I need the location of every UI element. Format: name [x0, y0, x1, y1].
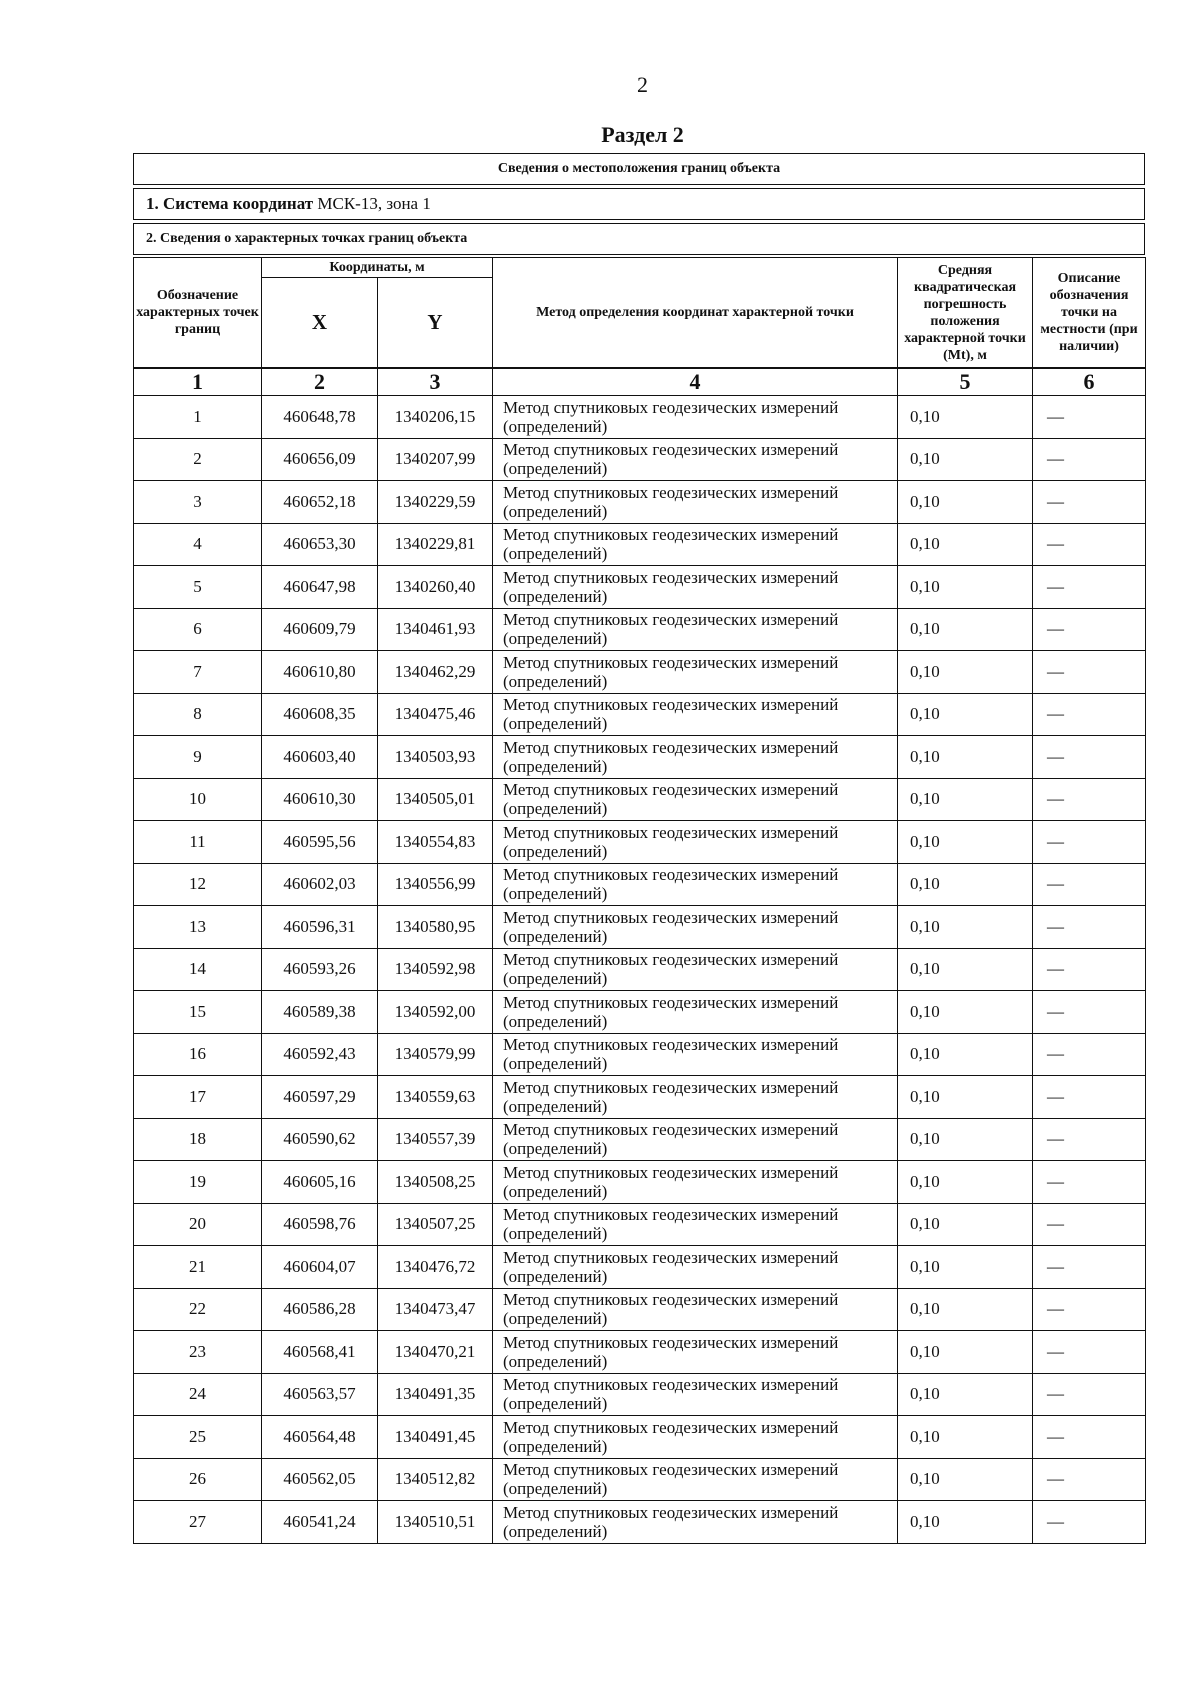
point-number-cell: 21: [134, 1246, 262, 1289]
description-cell: —: [1033, 481, 1146, 524]
table-row: [134, 481, 1146, 524]
table-row: [134, 651, 1146, 694]
error-cell: 0,10: [898, 863, 1033, 906]
table-row: [134, 1033, 1146, 1076]
error-cell: 0,10: [898, 396, 1033, 439]
y-coordinate-cell: 1340592,00: [378, 991, 493, 1034]
coordinate-system-label: 1. Система координат: [146, 194, 314, 213]
method-cell: Метод спутниковых геодезических измерений (определений): [493, 651, 898, 694]
error-cell: 0,10: [898, 438, 1033, 481]
point-number-cell: 1: [134, 396, 262, 439]
method-cell: Метод спутниковых геодезических измерений (определений): [493, 1246, 898, 1289]
point-number-cell: 24: [134, 1373, 262, 1416]
x-coordinate-cell: 460648,78: [262, 396, 378, 439]
x-coordinate-cell: 460652,18: [262, 481, 378, 524]
error-cell: 0,10: [898, 1501, 1033, 1544]
y-coordinate-cell: 1340512,82: [378, 1458, 493, 1501]
x-coordinate-cell: 460563,57: [262, 1373, 378, 1416]
table-body: [134, 396, 1146, 1544]
point-number-cell: 16: [134, 1033, 262, 1076]
description-cell: —: [1033, 1118, 1146, 1161]
column-number: 6: [1033, 369, 1146, 396]
y-coordinate-cell: 1340229,59: [378, 481, 493, 524]
error-cell: 0,10: [898, 1416, 1033, 1459]
description-cell: —: [1033, 1288, 1146, 1331]
y-coordinate-cell: 1340207,99: [378, 438, 493, 481]
method-cell: Метод спутниковых геодезических измерений (определений): [493, 1033, 898, 1076]
x-coordinate-cell: 460609,79: [262, 608, 378, 651]
column-number-row: [134, 369, 1146, 396]
page-number: 2: [637, 72, 648, 97]
description-cell: —: [1033, 1373, 1146, 1416]
description-cell: —: [1033, 1501, 1146, 1544]
error-cell: 0,10: [898, 1076, 1033, 1119]
x-coordinate-cell: 460562,05: [262, 1458, 378, 1501]
y-coordinate-cell: 1340579,99: [378, 1033, 493, 1076]
boundary-points-title: 2. Сведения о характерных точках границ объекта: [133, 223, 1145, 255]
point-number-cell: 8: [134, 693, 262, 736]
error-cell: 0,10: [898, 821, 1033, 864]
point-number-cell: 12: [134, 863, 262, 906]
point-number-cell: 15: [134, 991, 262, 1034]
header-x: X: [262, 278, 378, 368]
point-number-cell: 17: [134, 1076, 262, 1119]
x-coordinate-cell: 460592,43: [262, 1033, 378, 1076]
error-cell: 0,10: [898, 1458, 1033, 1501]
x-coordinate-cell: 460603,40: [262, 736, 378, 779]
boundary-points-table: [133, 257, 1146, 1544]
description-cell: —: [1033, 1246, 1146, 1289]
x-coordinate-cell: 460610,80: [262, 651, 378, 694]
description-cell: —: [1033, 566, 1146, 609]
error-cell: 0,10: [898, 651, 1033, 694]
point-number-cell: 26: [134, 1458, 262, 1501]
error-cell: 0,10: [898, 566, 1033, 609]
table-row: [134, 1161, 1146, 1204]
error-cell: 0,10: [898, 736, 1033, 779]
point-number-cell: 6: [134, 608, 262, 651]
point-number-cell: 20: [134, 1203, 262, 1246]
y-coordinate-cell: 1340505,01: [378, 778, 493, 821]
x-coordinate-cell: 460656,09: [262, 438, 378, 481]
point-number-cell: 2: [134, 438, 262, 481]
header-method: Метод определения координат характерной точки: [493, 258, 898, 368]
error-cell: 0,10: [898, 906, 1033, 949]
point-number-cell: 11: [134, 821, 262, 864]
column-number: 1: [134, 369, 262, 396]
y-coordinate-cell: 1340554,83: [378, 821, 493, 864]
table-row: [134, 1331, 1146, 1374]
method-cell: Метод спутниковых геодезических измерений (определений): [493, 1458, 898, 1501]
method-cell: Метод спутниковых геодезических измерений (определений): [493, 1076, 898, 1119]
error-cell: 0,10: [898, 1288, 1033, 1331]
x-coordinate-cell: 460598,76: [262, 1203, 378, 1246]
x-coordinate-cell: 460541,24: [262, 1501, 378, 1544]
x-coordinate-cell: 460597,29: [262, 1076, 378, 1119]
x-coordinate-cell: 460610,30: [262, 778, 378, 821]
header-designation: Обозначение характерных точек границ: [134, 258, 262, 368]
method-cell: Метод спутниковых геодезических измерений (определений): [493, 906, 898, 949]
description-cell: —: [1033, 651, 1146, 694]
x-coordinate-cell: 460653,30: [262, 523, 378, 566]
x-coordinate-cell: 460605,16: [262, 1161, 378, 1204]
point-number-cell: 23: [134, 1331, 262, 1374]
y-coordinate-cell: 1340592,98: [378, 948, 493, 991]
method-cell: Метод спутниковых геодезических измерений (определений): [493, 736, 898, 779]
method-cell: Метод спутниковых геодезических измерений (определений): [493, 863, 898, 906]
y-coordinate-cell: 1340557,39: [378, 1118, 493, 1161]
x-coordinate-cell: 460593,26: [262, 948, 378, 991]
method-cell: Метод спутниковых геодезических измерений (определений): [493, 481, 898, 524]
method-cell: Метод спутниковых геодезических измерений (определений): [493, 566, 898, 609]
error-cell: 0,10: [898, 608, 1033, 651]
description-cell: —: [1033, 1416, 1146, 1459]
y-coordinate-cell: 1340508,25: [378, 1161, 493, 1204]
column-number: 2: [262, 369, 378, 396]
y-coordinate-cell: 1340461,93: [378, 608, 493, 651]
table-row: [134, 523, 1146, 566]
table-row: [134, 608, 1146, 651]
method-cell: Метод спутниковых геодезических измерений (определений): [493, 1501, 898, 1544]
description-cell: —: [1033, 1458, 1146, 1501]
table-row: [134, 991, 1146, 1034]
x-coordinate-cell: 460568,41: [262, 1331, 378, 1374]
object-boundary-title: Сведения о местоположения границ объекта: [133, 153, 1145, 185]
method-cell: Метод спутниковых геодезических измерений (определений): [493, 438, 898, 481]
error-cell: 0,10: [898, 523, 1033, 566]
y-coordinate-cell: 1340206,15: [378, 396, 493, 439]
table-row: [134, 778, 1146, 821]
point-number-cell: 19: [134, 1161, 262, 1204]
table-row: [134, 1246, 1146, 1289]
method-cell: Метод спутниковых геодезических измерений (определений): [493, 1373, 898, 1416]
table-row: [134, 906, 1146, 949]
error-cell: 0,10: [898, 1373, 1033, 1416]
point-number-cell: 22: [134, 1288, 262, 1331]
method-cell: Метод спутниковых геодезических измерений (определений): [493, 948, 898, 991]
y-coordinate-cell: 1340475,46: [378, 693, 493, 736]
column-number: 5: [898, 369, 1033, 396]
x-coordinate-cell: 460586,28: [262, 1288, 378, 1331]
point-number-cell: 13: [134, 906, 262, 949]
table-row: [134, 1458, 1146, 1501]
error-cell: 0,10: [898, 1033, 1033, 1076]
x-coordinate-cell: 460602,03: [262, 863, 378, 906]
table-row: [134, 948, 1146, 991]
x-coordinate-cell: 460590,62: [262, 1118, 378, 1161]
description-cell: —: [1033, 1331, 1146, 1374]
x-coordinate-cell: 460589,38: [262, 991, 378, 1034]
table-row: [134, 1373, 1146, 1416]
y-coordinate-cell: 1340510,51: [378, 1501, 493, 1544]
table-row: [134, 1416, 1146, 1459]
description-cell: —: [1033, 1033, 1146, 1076]
table-row: [134, 821, 1146, 864]
description-cell: —: [1033, 906, 1146, 949]
y-coordinate-cell: 1340473,47: [378, 1288, 493, 1331]
error-cell: 0,10: [898, 693, 1033, 736]
error-cell: 0,10: [898, 948, 1033, 991]
method-cell: Метод спутниковых геодезических измерений (определений): [493, 1416, 898, 1459]
x-coordinate-cell: 460608,35: [262, 693, 378, 736]
description-cell: —: [1033, 1161, 1146, 1204]
header-description: Описание обозначения точки на местности (при наличии): [1033, 258, 1146, 368]
description-cell: —: [1033, 736, 1146, 779]
description-cell: —: [1033, 948, 1146, 991]
table-row: [134, 396, 1146, 439]
point-number-cell: 10: [134, 778, 262, 821]
table-row: [134, 1118, 1146, 1161]
header-y: Y: [378, 278, 493, 368]
method-cell: Метод спутниковых геодезических измерений (определений): [493, 821, 898, 864]
error-cell: 0,10: [898, 991, 1033, 1034]
method-cell: Метод спутниковых геодезических измерений (определений): [493, 1288, 898, 1331]
y-coordinate-cell: 1340476,72: [378, 1246, 493, 1289]
error-cell: 0,10: [898, 1331, 1033, 1374]
coordinate-system-value: МСК-13, зона 1: [317, 194, 431, 213]
x-coordinate-cell: 460647,98: [262, 566, 378, 609]
error-cell: 0,10: [898, 778, 1033, 821]
x-coordinate-cell: 460595,56: [262, 821, 378, 864]
error-cell: 0,10: [898, 481, 1033, 524]
description-cell: —: [1033, 523, 1146, 566]
error-cell: 0,10: [898, 1203, 1033, 1246]
error-cell: 0,10: [898, 1161, 1033, 1204]
y-coordinate-cell: 1340229,81: [378, 523, 493, 566]
table-row: [134, 1288, 1146, 1331]
description-cell: —: [1033, 396, 1146, 439]
y-coordinate-cell: 1340507,25: [378, 1203, 493, 1246]
y-coordinate-cell: 1340491,45: [378, 1416, 493, 1459]
y-coordinate-cell: 1340462,29: [378, 651, 493, 694]
y-coordinate-cell: 1340556,99: [378, 863, 493, 906]
point-number-cell: 9: [134, 736, 262, 779]
coordinate-system-row: [133, 188, 1145, 220]
description-cell: —: [1033, 863, 1146, 906]
table-row: [134, 1203, 1146, 1246]
table-row: [134, 736, 1146, 779]
point-number-cell: 3: [134, 481, 262, 524]
y-coordinate-cell: 1340470,21: [378, 1331, 493, 1374]
method-cell: Метод спутниковых геодезических измерений (определений): [493, 1118, 898, 1161]
method-cell: Метод спутниковых геодезических измерений (определений): [493, 396, 898, 439]
method-cell: Метод спутниковых геодезических измерений (определений): [493, 1203, 898, 1246]
description-cell: —: [1033, 438, 1146, 481]
method-cell: Метод спутниковых геодезических измерений (определений): [493, 1161, 898, 1204]
method-cell: Метод спутниковых геодезических измерений (определений): [493, 1331, 898, 1374]
error-cell: 0,10: [898, 1118, 1033, 1161]
point-number-cell: 14: [134, 948, 262, 991]
column-number: 3: [378, 369, 493, 396]
point-number-cell: 7: [134, 651, 262, 694]
y-coordinate-cell: 1340580,95: [378, 906, 493, 949]
description-cell: —: [1033, 778, 1146, 821]
x-coordinate-cell: 460564,48: [262, 1416, 378, 1459]
description-cell: —: [1033, 1076, 1146, 1119]
table-row: [134, 1076, 1146, 1119]
table-row: [134, 863, 1146, 906]
description-cell: —: [1033, 608, 1146, 651]
column-number: 4: [493, 369, 898, 396]
method-cell: Метод спутниковых геодезических измерений (определений): [493, 523, 898, 566]
header-coordinates: Координаты, м: [262, 258, 493, 278]
description-cell: —: [1033, 1203, 1146, 1246]
point-number-cell: 25: [134, 1416, 262, 1459]
section-title: Раздел 2: [601, 122, 684, 147]
table-row: [134, 438, 1146, 481]
header-error: Средняя квадратическая погрешность положения характерной точки (Mt), м: [898, 258, 1033, 368]
y-coordinate-cell: 1340503,93: [378, 736, 493, 779]
point-number-cell: 4: [134, 523, 262, 566]
method-cell: Метод спутниковых геодезических измерений (определений): [493, 608, 898, 651]
table-row: [134, 566, 1146, 609]
y-coordinate-cell: 1340491,35: [378, 1373, 493, 1416]
y-coordinate-cell: 1340260,40: [378, 566, 493, 609]
method-cell: Метод спутниковых геодезических измерений (определений): [493, 778, 898, 821]
table-row: [134, 1501, 1146, 1544]
method-cell: Метод спутниковых геодезических измерений (определений): [493, 693, 898, 736]
x-coordinate-cell: 460596,31: [262, 906, 378, 949]
description-cell: —: [1033, 693, 1146, 736]
table-row: [134, 693, 1146, 736]
description-cell: —: [1033, 991, 1146, 1034]
point-number-cell: 18: [134, 1118, 262, 1161]
method-cell: Метод спутниковых геодезических измерений (определений): [493, 991, 898, 1034]
x-coordinate-cell: 460604,07: [262, 1246, 378, 1289]
point-number-cell: 27: [134, 1501, 262, 1544]
description-cell: —: [1033, 821, 1146, 864]
y-coordinate-cell: 1340559,63: [378, 1076, 493, 1119]
point-number-cell: 5: [134, 566, 262, 609]
error-cell: 0,10: [898, 1246, 1033, 1289]
